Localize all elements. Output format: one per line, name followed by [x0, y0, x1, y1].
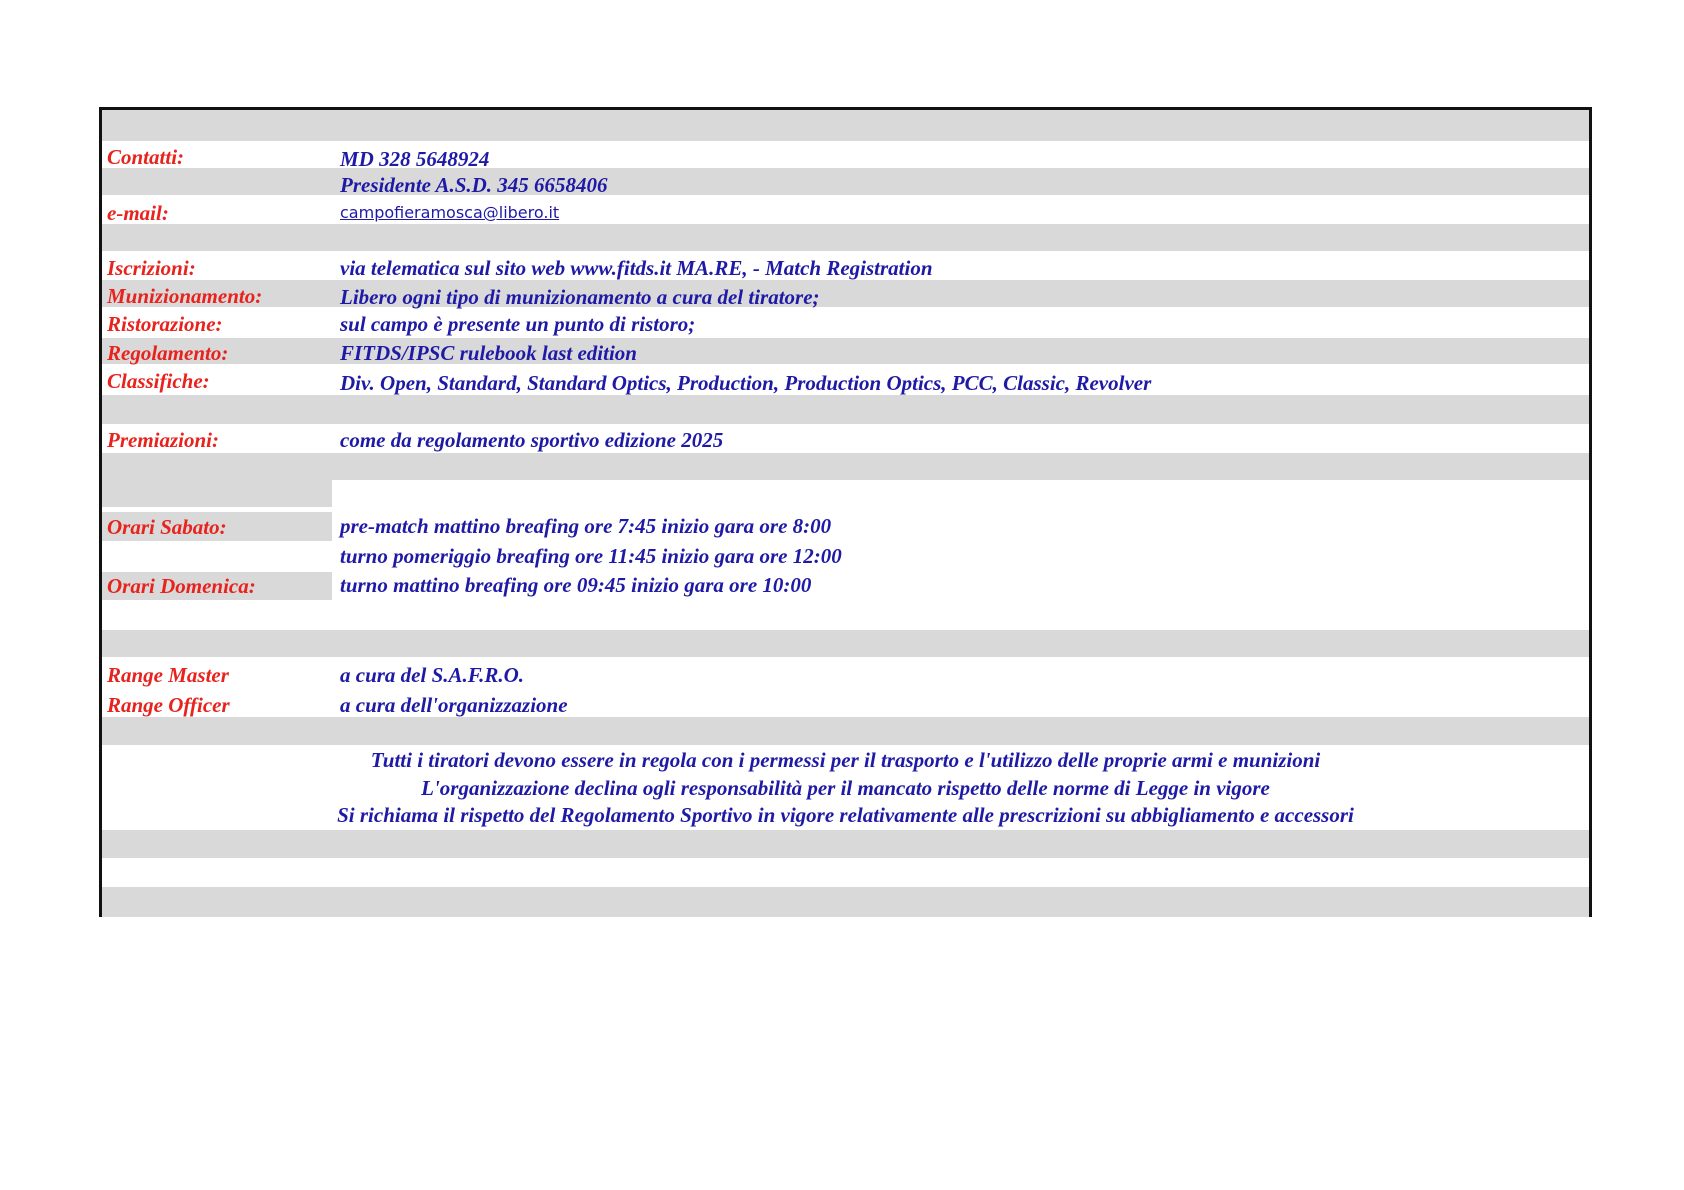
range-master-value: a cura del S.A.F.R.O. — [340, 663, 524, 687]
notice-dress-code: Si richiama il rispetto del Regolamento Sportivo in vigore relativamente alle prescrizioni su abbigliamento e accessori — [337, 803, 1354, 827]
range-master-label: Range Master — [107, 663, 229, 687]
email-link[interactable]: campofieramosca@libero.it — [340, 203, 560, 222]
rules-label: Regolamento: — [107, 341, 229, 365]
ammunition-value: Libero ogni tipo di munizionamento a cura del tiratore; — [340, 285, 820, 309]
awards-label: Premiazioni: — [107, 428, 220, 452]
rules-value: FITDS/IPSC rulebook last edition — [340, 341, 637, 365]
rankings-value: Div. Open, Standard, Standard Optics, Production, Production Optics, PCC, Classic, Revolver — [340, 371, 1152, 395]
info-sheet — [99, 107, 1592, 917]
band-row — [102, 280, 1589, 307]
notice-liability: L'organizzazione declina ogli responsabilità per il mancato rispetto delle norme di Legge in vigore — [421, 776, 1270, 800]
band-row — [102, 338, 1589, 364]
saturday-schedule-label: Orari Sabato: — [107, 515, 227, 539]
band-row — [102, 630, 1589, 657]
registration-label: Iscrizioni: — [107, 256, 196, 280]
range-officer-label: Range Officer — [107, 693, 230, 717]
ammunition-label: Munizionamento: — [107, 284, 263, 308]
notice-permits: Tutti i tiratori devono essere in regola con i permessi per il trasporto e l'utilizzo delle proprie armi e munizioni — [370, 748, 1321, 772]
sunday-morning-schedule: turno mattino breafing ore 09:45 inizio gara ore 10:00 — [340, 573, 812, 597]
contacts-label: Contatti: — [107, 145, 185, 169]
saturday-morning-schedule: pre-match mattino breafing ore 7:45 inizio gara ore 8:00 — [340, 514, 832, 538]
awards-value: come da regolamento sportivo edizione 2025 — [340, 428, 724, 452]
sunday-schedule-label: Orari Domenica: — [107, 574, 256, 598]
catering-value: sul campo è presente un punto di ristoro; — [340, 312, 696, 336]
band-row — [102, 168, 1589, 195]
band-row — [102, 887, 1589, 917]
contacts-md-phone: MD 328 5648924 — [340, 147, 490, 171]
email-label: e-mail: — [107, 201, 169, 225]
band-row — [102, 830, 1589, 858]
band-row — [102, 110, 1589, 141]
range-officer-value: a cura dell'organizzazione — [340, 693, 568, 717]
band-row — [102, 717, 1589, 745]
rankings-label: Classifiche: — [107, 369, 210, 393]
label-cell-band — [102, 480, 332, 507]
catering-label: Ristorazione: — [107, 312, 223, 336]
band-row — [102, 224, 1589, 251]
band-row — [102, 395, 1589, 424]
band-row — [102, 453, 1589, 480]
registration-value: via telematica sul sito web www.fitds.it MA.RE, - Match Registration — [340, 256, 933, 280]
saturday-afternoon-schedule: turno pomeriggio breafing ore 11:45 inizio gara ore 12:00 — [340, 544, 842, 568]
contacts-president-phone: Presidente A.S.D. 345 6658406 — [340, 173, 608, 197]
